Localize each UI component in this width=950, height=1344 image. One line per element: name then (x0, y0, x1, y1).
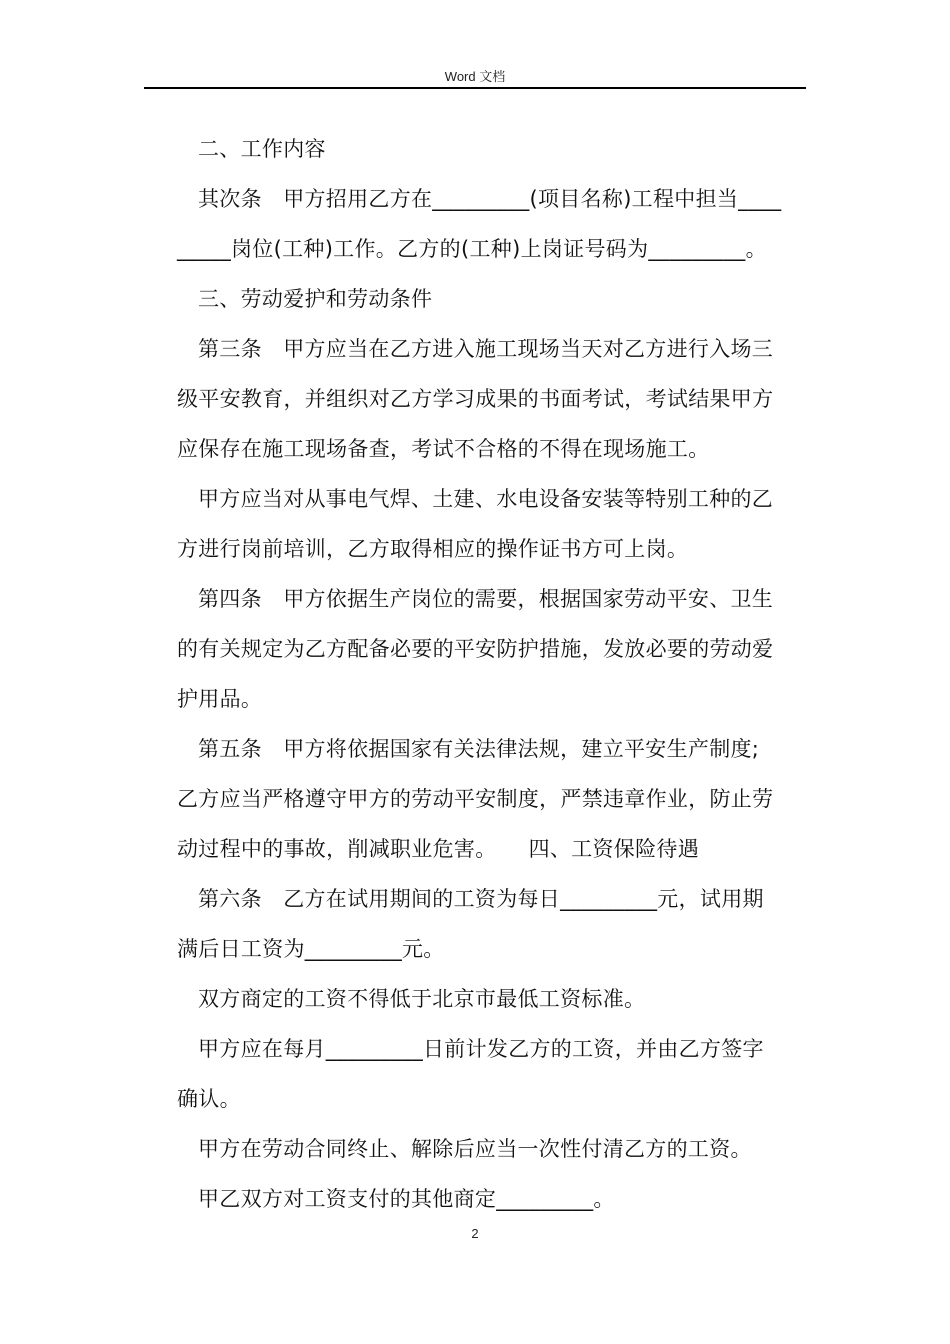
paragraph-line: 方进行岗前培训，乙方取得相应的操作证书方可上岗。 (177, 537, 689, 561)
paragraph-line: 乙方应当严格遵守甲方的劳动平安制度，严禁违章作业，防止劳 (177, 787, 774, 811)
paragraph-line: 护用品。 (177, 687, 263, 711)
paragraph-line: 第三条 甲方应当在乙方进入施工现场当天对乙方进行入场三 (198, 337, 774, 361)
paragraph-line: 甲方在劳动合同终止、解除后应当一次性付清乙方的工资。 (198, 1137, 752, 1161)
paragraph-line: 甲方应在每月_________日前计发乙方的工资，并由乙方签字 (198, 1037, 764, 1061)
page-number: 2 (471, 1226, 479, 1241)
section-heading: 二、工作内容 (198, 137, 326, 161)
paragraph-line: 动过程中的事故，削减职业危害。 四、工资保险待遇 (177, 837, 699, 861)
paragraph-line: 满后日工资为_________元。 (177, 937, 445, 961)
paragraph-line: 确认。 (177, 1087, 241, 1111)
paragraph-line: 双方商定的工资不得低于北京市最低工资标准。 (198, 987, 646, 1011)
paragraph-line: 第四条 甲方依据生产岗位的需要，根据国家劳动平安、卫生 (198, 587, 774, 611)
paragraph-line: _____岗位(工种)工作。乙方的(工种)上岗证号码为_________。 (177, 237, 767, 261)
document-body (177, 124, 807, 1224)
paragraph-line: 甲方应当对从事电气焊、土建、水电设备安装等特别工种的乙 (198, 487, 774, 511)
header-rule (144, 87, 806, 89)
paragraph-line: 甲乙双方对工资支付的其他商定_________。 (198, 1187, 615, 1211)
paragraph-line: 第六条 乙方在试用期间的工资为每日_________元，试用期 (198, 887, 764, 911)
paragraph-line: 第五条 甲方将依据国家有关法律法规，建立平安生产制度; (198, 737, 760, 761)
paragraph-line: 级平安教育，并组织对乙方学习成果的书面考试，考试结果甲方 (177, 387, 774, 411)
paragraph-line: 应保存在施工现场备查，考试不合格的不得在现场施工。 (177, 437, 710, 461)
section-heading: 三、劳动爱护和劳动条件 (198, 287, 433, 311)
paragraph-line: 其次条 甲方招用乙方在_________(项目名称)工程中担当____ (198, 187, 782, 211)
page-header-title: Word 文档 (444, 69, 506, 84)
paragraph-line: 的有关规定为乙方配备必要的平安防护措施，发放必要的劳动爱 (177, 637, 774, 661)
